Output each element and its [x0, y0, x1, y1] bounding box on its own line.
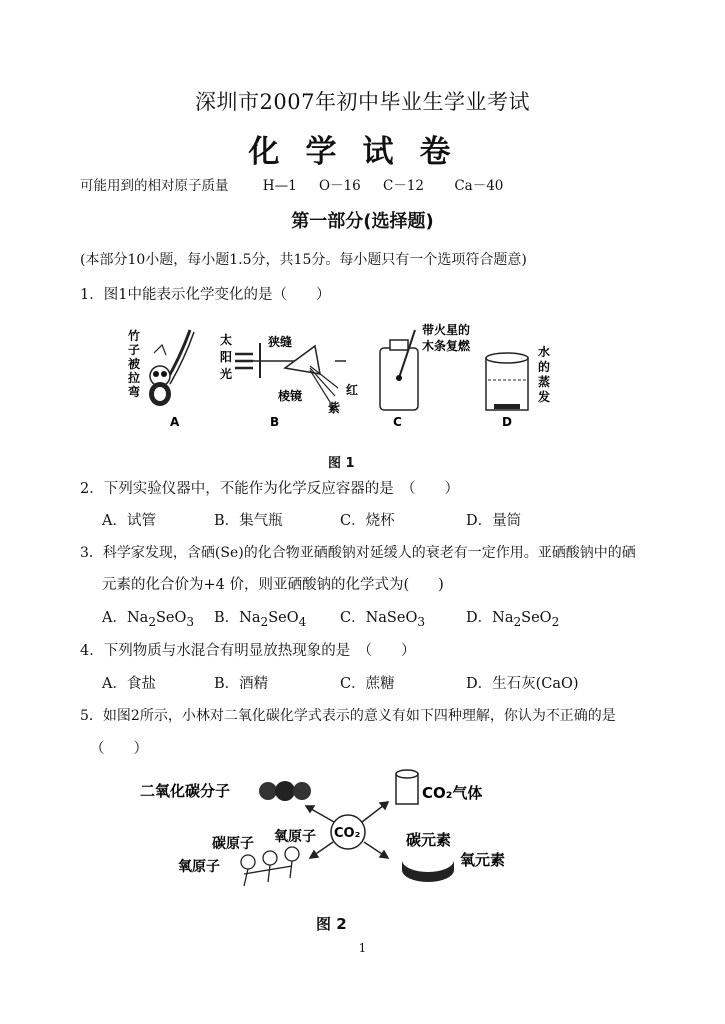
fig1-d-char-0: 水: [538, 345, 551, 359]
fig2-oxygen-atom2-label: 氧原子: [178, 859, 220, 875]
atomic-mass-line: [80, 174, 521, 194]
atomic-mass-label: 可能用到的相对原子质量: [80, 178, 229, 194]
fig2-center-co2: CO₂: [334, 826, 361, 841]
q2-option-c: C．烧杯: [340, 513, 395, 529]
fig1-b-prism-label: 棱镜: [278, 389, 303, 403]
q4-option-a: A．食盐: [102, 676, 156, 692]
fig2-oxygen-atom-label: 氧原子: [274, 829, 316, 845]
fig2-molecule-label: 二氧化碳分子: [140, 782, 231, 800]
fig1-label-c: C: [393, 415, 402, 429]
figure-2: [140, 762, 540, 897]
fig1-d-char-2: 蒸: [538, 375, 551, 389]
figure-1: [110, 318, 570, 433]
fig1-b-purple: 紫: [328, 401, 341, 415]
q2-option-b: B．集气瓶: [214, 513, 283, 529]
q5-stem-line2: （ ）: [90, 741, 148, 757]
q4-stem: 4．下列物质与水混合有明显放热现象的是 （ ）: [80, 643, 416, 659]
fig1-b-char-1: 阳: [220, 350, 233, 364]
fig1-b-char-2: 光: [220, 367, 233, 381]
q3-stem-line1: 3．科学家发现，含硒(Se)的化合物亚硒酸钠对延缓人的衰老有一定作用。亚硒酸钠中的硒: [80, 545, 636, 561]
figure-1-c-gas-jar: [380, 322, 471, 429]
q4-option-b: B．酒精: [214, 676, 269, 692]
q3-stem-line2: 元素的化合价为+4 价，则亚硒酸钠的化学式为( ): [102, 577, 444, 593]
q1-stem: 1．图1中能表示化学变化的是（ ）: [80, 287, 331, 303]
fig1-a-char-4: 弯: [128, 385, 141, 399]
q3-option-d: D．$Na_2SeO_2$: [466, 610, 560, 629]
atomic-mass-ca: Ca－40: [454, 178, 504, 194]
atomic-mass-c: C－12: [383, 178, 425, 194]
q3-option-a: A．$Na_2SeO_3$: [102, 610, 195, 629]
fig1-label-a: A: [170, 415, 180, 429]
q3-option-b: B．$Na_2SeO_4$: [214, 610, 307, 629]
figure-1-a-bamboo: [128, 328, 194, 429]
q2-option-a: A．试管: [102, 513, 156, 529]
q2-option-d: D．量筒: [466, 513, 522, 529]
fig1-b-red: 红: [346, 383, 359, 397]
fig1-a-char-0: 竹: [128, 329, 141, 343]
fig1-d-char-1: 的: [538, 360, 551, 374]
page-number: 1: [358, 941, 367, 955]
fig1-a-char-2: 被: [128, 357, 141, 371]
q5-stem-line1: 5．如图2所示，小林对二氧化碳化学式表示的意义有如下四种理解，你认为不正确的是: [80, 708, 616, 724]
part1-title: 第一部分(选择题): [291, 211, 434, 232]
fig1-label-b: B: [270, 415, 280, 429]
fig2-oxygen-element-label: 氧元素: [460, 851, 506, 869]
fig1-d-char-3: 发: [538, 390, 551, 404]
fig1-b-char-0: 太: [220, 333, 233, 347]
fig1-a-char-1: 子: [128, 343, 141, 357]
fig2-carbon-atom-label: 碳原子: [212, 836, 254, 852]
fig2-carbon-element-label: 碳元素: [406, 831, 452, 849]
exam-subject-title: 化学试卷: [248, 134, 477, 170]
q4-option-c: C．蔗糖: [340, 676, 395, 692]
figure-1-b-prism: [220, 332, 358, 429]
atomic-mass-o: O－16: [318, 178, 361, 194]
exam-header: 深圳市2007年初中毕业生学业考试: [195, 90, 530, 114]
atomic-mass-h: H—1: [262, 178, 297, 194]
fig1-c-text-1: 木条复燃: [422, 339, 471, 353]
figure-2-caption: 图 2: [316, 915, 347, 933]
fig2-gas-label: CO₂气体: [422, 784, 483, 802]
fig1-a-char-3: 拉: [128, 371, 141, 385]
part1-instructions: (本部分10小题，每小题1.5分，共15分。每小题只有一个选项符合题意): [80, 252, 527, 268]
q3-option-c: C．NaSeO$_3$: [340, 610, 426, 629]
fig1-c-text-0: 带火星的: [422, 323, 471, 337]
fig1-b-slit: 狭缝: [268, 335, 293, 349]
figure-1-caption: 图 1: [328, 456, 355, 471]
q2-stem: 2．下列实验仪器中，不能作为化学反应容器的是 （ ）: [80, 481, 459, 497]
fig1-label-d: D: [502, 415, 512, 429]
q4-option-d: D．生石灰(CaO): [466, 676, 579, 692]
figure-1-d-beaker: [486, 344, 550, 429]
